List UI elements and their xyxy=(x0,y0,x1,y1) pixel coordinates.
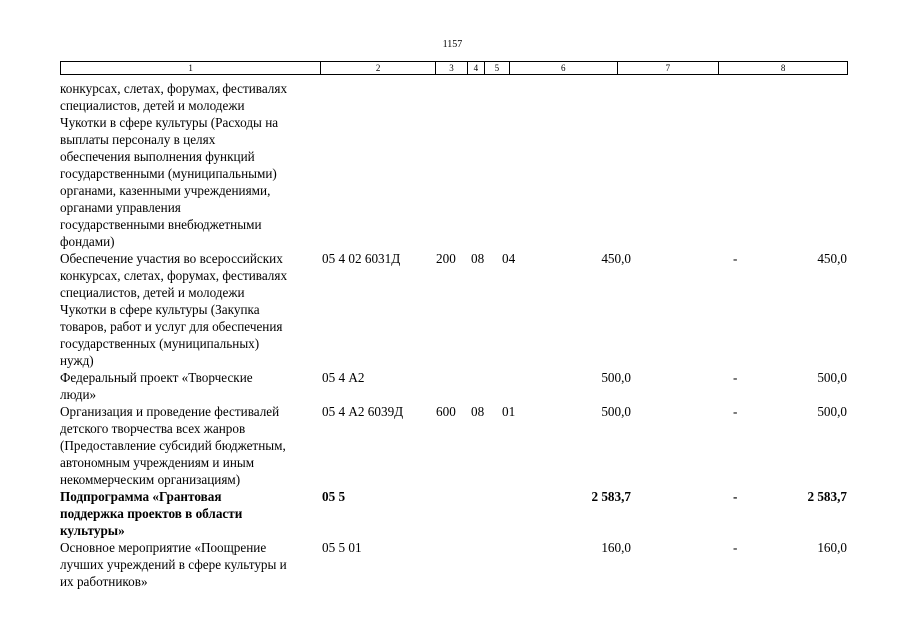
page-number: 1157 xyxy=(442,39,463,50)
header-col-1: 1 xyxy=(61,62,321,74)
row-sum-6: 450,0 xyxy=(601,251,631,266)
header-col-7: 7 xyxy=(618,62,720,74)
row-sum-8: 450,0 xyxy=(817,251,847,266)
table-header-row xyxy=(60,61,848,75)
budget-table-body xyxy=(60,80,850,590)
row-sum-8: 160,0 xyxy=(817,540,847,555)
row-sum-6: 500,0 xyxy=(601,370,631,385)
row-name: конкурсах, слетах, форумах, фестивалях специалистов, детей и молодежи Чукотки в сфере культуры (Расходы на выплаты персоналу в целях обеспечения выполнения функций государственными (муниципальными) органами, казенными учреждениями, органами управления государственными внебюджетными фондами) xyxy=(60,81,288,249)
row-rz: 08 xyxy=(471,404,485,419)
row-name: Организация и проведение фестивалей детского творчества всех жанров (Предоставление субсидий бюджетным, автономным учреждениям и иным некоммерческим организациям) xyxy=(60,404,286,487)
table-row xyxy=(60,80,850,250)
row-name: Федеральный проект «Творческие люди» xyxy=(60,370,253,402)
header-col-2: 2 xyxy=(321,62,436,74)
row-sum-7: - xyxy=(733,489,738,504)
row-pr: 04 xyxy=(502,251,516,266)
table-row xyxy=(60,250,850,369)
row-sum-6: 2 583,7 xyxy=(591,489,631,504)
row-pr: 01 xyxy=(502,404,516,419)
row-sum-7: - xyxy=(733,370,738,385)
row-rz: 08 xyxy=(471,251,485,266)
row-code: 05 5 xyxy=(322,489,346,504)
table-row xyxy=(60,539,850,590)
row-sum-8: 500,0 xyxy=(817,370,847,385)
row-vr: 200 xyxy=(436,251,456,266)
row-code: 05 4 А2 xyxy=(322,370,365,385)
header-col-8: 8 xyxy=(780,63,786,73)
header-col-5: 5 xyxy=(485,62,510,74)
table-row xyxy=(60,369,850,403)
header-col-6: 6 xyxy=(510,62,618,74)
row-name: Обеспечение участия во всероссийских конкурсах, слетах, форумах, фестивалях специалистов, детей и молодежи Чукотки в сфере культуры (Закупка товаров, работ и услуг для обеспечения государственных (муниципальных) нужд) xyxy=(60,251,288,368)
row-vr: 600 xyxy=(436,404,456,419)
row-code: 05 4 А2 6039Д xyxy=(322,404,404,419)
row-sum-7: - xyxy=(733,540,738,555)
row-name: Подпрограмма «Грантовая поддержка проектов в области культуры» xyxy=(60,489,243,538)
row-sum-8: 2 583,7 xyxy=(807,489,847,504)
row-name: Основное мероприятие «Поощрение лучших учреждений в сфере культуры и их работников» xyxy=(60,540,287,589)
row-sum-7: - xyxy=(733,404,738,419)
table-row xyxy=(60,403,850,488)
row-sum-6: 500,0 xyxy=(601,404,631,419)
row-code: 05 5 01 xyxy=(322,540,362,555)
row-sum-8: 500,0 xyxy=(817,404,847,419)
subprogram-row xyxy=(60,488,850,539)
row-sum-7: - xyxy=(733,251,738,266)
row-code: 05 4 02 6031Д xyxy=(322,251,401,266)
row-sum-6: 160,0 xyxy=(601,540,631,555)
header-col-4: 4 xyxy=(468,62,485,74)
header-col-3: 3 xyxy=(436,62,468,74)
